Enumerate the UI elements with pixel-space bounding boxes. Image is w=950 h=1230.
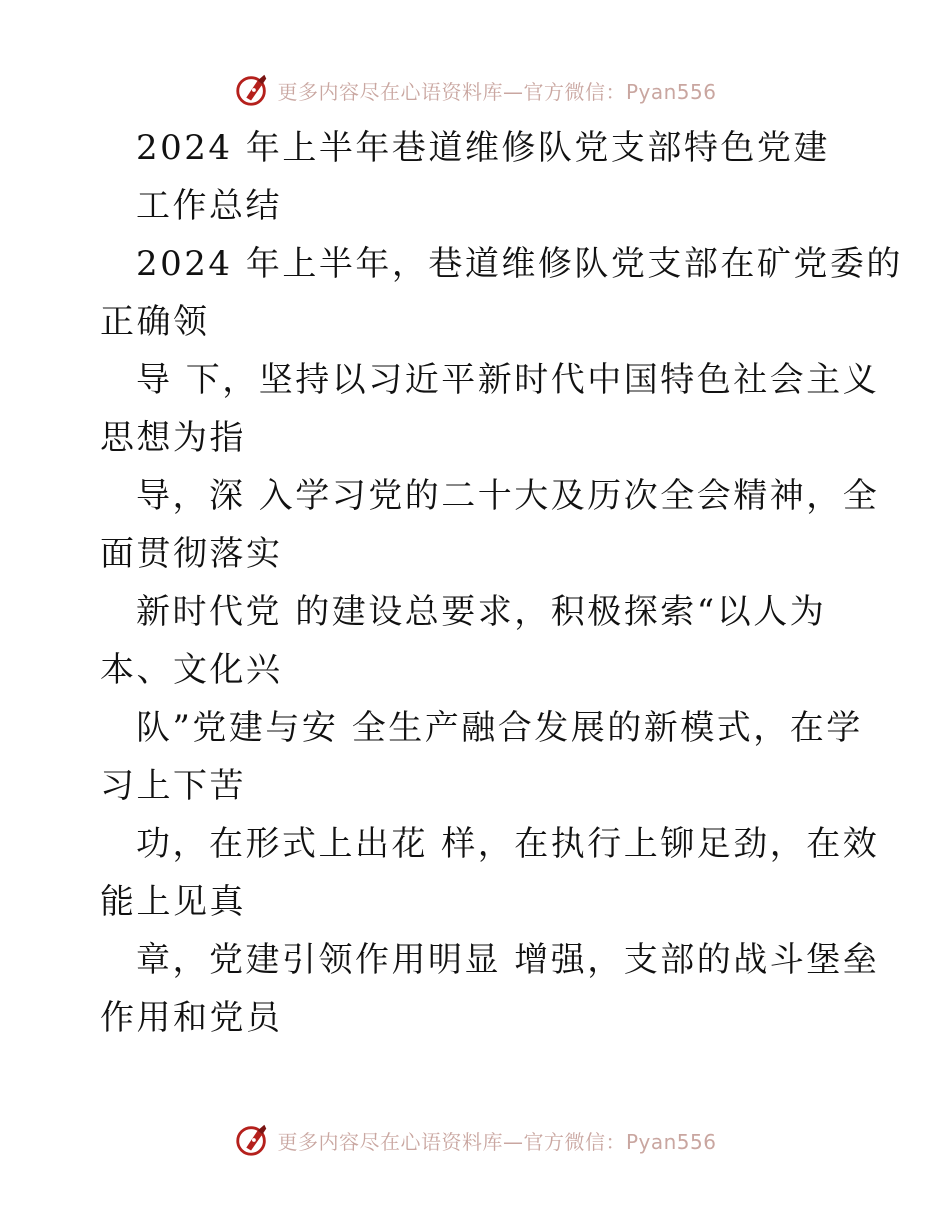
watermark-text: 更多内容尽在心语资料库—官方微信：Pyan556 xyxy=(277,79,717,104)
body-line-13: 章，党建引领作用明显 增强，支部的战斗堡垒 xyxy=(136,940,880,980)
body-line-2: 正确领 xyxy=(100,302,210,342)
doc-title-line-2: 工作总结 xyxy=(136,186,282,226)
body-line-7: 新时代党 的建设总要求，积极探索“以人为 xyxy=(136,592,827,632)
doc-title-line-1: 2024 年上半年巷道维修队党支部特色党建 xyxy=(136,128,830,168)
body-line-9: 队”党建与安 全生产融合发展的新模式，在学 xyxy=(136,708,863,748)
body-line-1: 2024 年上半年，巷道维修队党支部在矿党委的 xyxy=(136,244,903,284)
body-line-8: 本、文化兴 xyxy=(100,650,283,690)
body-line-11: 功，在形式上出花 样，在执行上铆足劲，在效 xyxy=(136,824,880,864)
watermark-text: 更多内容尽在心语资料库—官方微信：Pyan556 xyxy=(277,1129,717,1154)
body-line-5: 导，深 入学习党的二十大及历次全会精神，全 xyxy=(136,476,880,516)
footer-watermark xyxy=(0,1120,950,1160)
body-line-12: 能上见真 xyxy=(100,882,246,922)
body-line-4: 思想为指 xyxy=(100,418,246,458)
body-line-3: 导 下，坚持以习近平新时代中国特色社会主义 xyxy=(136,360,880,400)
pen-nib-logo-icon xyxy=(233,1121,271,1159)
body-line-6: 面贯彻落实 xyxy=(100,534,283,574)
body-line-10: 习上下苦 xyxy=(100,766,246,806)
body-line-14: 作用和党员 xyxy=(100,998,283,1038)
